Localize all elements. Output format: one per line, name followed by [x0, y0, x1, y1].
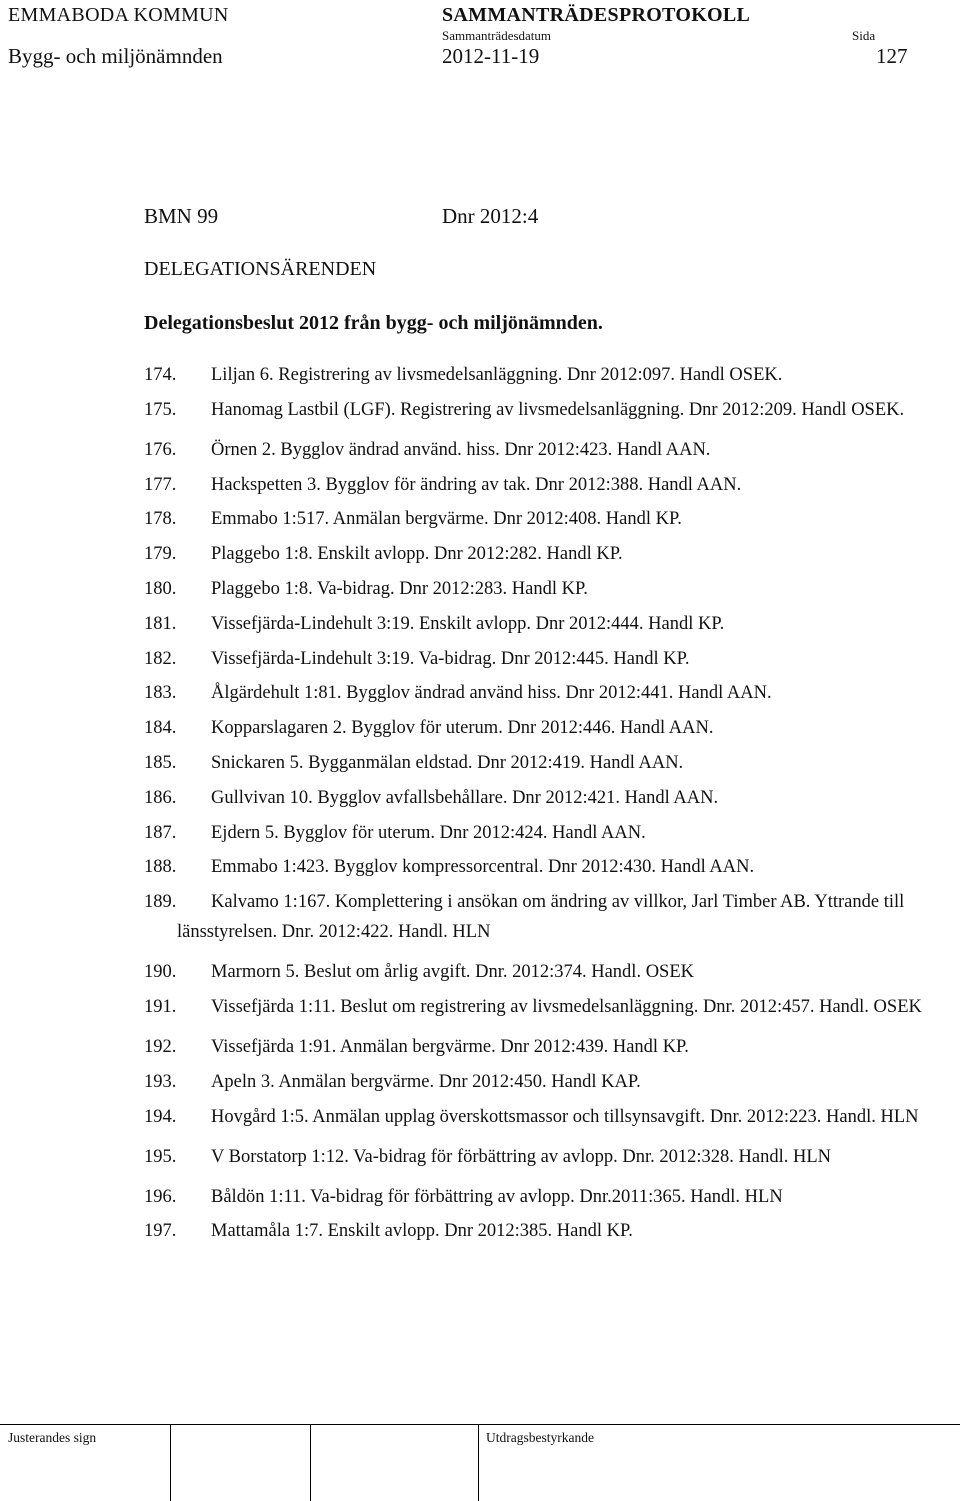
item-text: Mattamåla 1:7. Enskilt avlopp. Dnr 2012:385. Handl KP.: [211, 1221, 633, 1242]
list-item: [144, 1216, 934, 1246]
section-subtitle: Delegationsbeslut 2012 från bygg- och miljönämnden.: [144, 312, 603, 334]
list-item: [144, 395, 934, 425]
item-number: 180.: [144, 578, 177, 599]
list-item: [144, 783, 934, 813]
certificate-label: Utdragsbestyrkande: [486, 1430, 594, 1445]
item-text: Kalvamo 1:167. Komplettering i ansökan om ändring av villkor, Jarl Timber AB. Yttrande till länsstyrelsen. Dnr. 2012:422. Handl. HLN: [177, 892, 905, 943]
section-title: DELEGATIONSÄRENDEN: [144, 258, 377, 280]
list-item: [144, 1032, 934, 1062]
item-text: Snickaren 5. Bygganmälan eldstad. Dnr 2012:419. Handl AAN.: [211, 752, 684, 773]
page-number: 127: [876, 44, 908, 68]
item-text: Marmorn 5. Beslut om årlig avgift. Dnr. 2012:374. Handl. OSEK: [211, 962, 695, 983]
list-item: [144, 504, 934, 534]
item-number: 192.: [144, 1036, 177, 1057]
list-item: [144, 1067, 934, 1097]
list-item: [144, 852, 934, 882]
item-text: V Borstatorp 1:12. Va-bidrag för förbättring av avlopp. Dnr. 2012:328. Handl. HLN: [211, 1146, 831, 1167]
sign-label: Justerandes sign: [8, 1430, 97, 1445]
item-number: 178.: [144, 509, 177, 530]
page-label: Sida: [852, 28, 876, 43]
section-reference: [144, 204, 538, 229]
item-text: Hanomag Lastbil (LGF). Registrering av livsmedelsanläggning. Dnr 2012:209. Handl OSEK.: [211, 399, 905, 420]
page-header: [0, 0, 960, 80]
item-text: Plaggebo 1:8. Enskilt avlopp. Dnr 2012:282. Handl KP.: [211, 544, 623, 565]
item-number: 175.: [144, 399, 177, 420]
list-item: [144, 818, 934, 848]
list-item: [144, 678, 934, 708]
item-number: 193.: [144, 1071, 177, 1092]
item-number: 177.: [144, 474, 177, 495]
item-number: 183.: [144, 683, 177, 704]
item-number: 181.: [144, 613, 177, 634]
item-number: 195.: [144, 1146, 177, 1167]
list-item: [144, 609, 934, 639]
list-item: [144, 1102, 934, 1132]
municipality-name: EMMABODA KOMMUN: [8, 4, 229, 26]
list-item: [144, 1142, 934, 1172]
footer-cell-divider: [170, 1424, 171, 1501]
item-number: 179.: [144, 544, 177, 565]
list-item: [144, 470, 934, 500]
item-number: 187.: [144, 822, 177, 843]
item-text: Apeln 3. Anmälan bergvärme. Dnr 2012:450. Handl KAP.: [211, 1071, 641, 1092]
item-text: Hackspetten 3. Bygglov för ändring av tak. Dnr 2012:388. Handl AAN.: [211, 474, 742, 495]
protocol-title: SAMMANTRÄDESPROTOKOLL: [442, 4, 751, 26]
page-footer: [0, 1424, 960, 1501]
section-number: BMN 99: [144, 204, 219, 228]
item-text: Vissefjärda-Lindehult 3:19. Va-bidrag. Dnr 2012:445. Handl KP.: [211, 648, 690, 669]
item-number: 194.: [144, 1106, 177, 1127]
item-number: 190.: [144, 962, 177, 983]
item-text: Emmabo 1:517. Anmälan bergvärme. Dnr 2012:408. Handl KP.: [211, 509, 682, 530]
list-item: [144, 644, 934, 674]
item-text: Vissefjärda-Lindehult 3:19. Enskilt avlopp. Dnr 2012:444. Handl KP.: [211, 613, 725, 634]
item-number: 191.: [144, 996, 177, 1017]
footer-cell-divider: [310, 1424, 311, 1501]
list-item: [144, 360, 934, 390]
list-item: [144, 992, 934, 1022]
section-dnr: Dnr 2012:4: [442, 204, 539, 228]
item-number: 186.: [144, 787, 177, 808]
item-text: Kopparslagaren 2. Bygglov för uterum. Dnr 2012:446. Handl AAN.: [211, 718, 714, 739]
list-item: [144, 887, 934, 947]
list-item: [144, 748, 934, 778]
meeting-date: 2012-11-19: [442, 44, 540, 68]
item-number: 185.: [144, 752, 177, 773]
item-text: Vissefjärda 1:11. Beslut om registrering av livsmedelsanläggning. Dnr. 2012:457. Handl. OSEK: [211, 996, 922, 1017]
date-label: Sammanträdesdatum: [442, 28, 552, 43]
list-item: [144, 1182, 934, 1212]
item-number: 196.: [144, 1186, 177, 1207]
footer-cell-divider: [478, 1424, 479, 1501]
item-number: 182.: [144, 648, 177, 669]
delegation-list: [144, 360, 934, 1251]
list-item: [144, 435, 934, 465]
item-number: 189.: [144, 892, 177, 913]
list-item: [144, 713, 934, 743]
item-text: Vissefjärda 1:91. Anmälan bergvärme. Dnr 2012:439. Handl KP.: [211, 1036, 689, 1057]
item-number: 188.: [144, 857, 177, 878]
item-text: Båldön 1:11. Va-bidrag för förbättring av avlopp. Dnr.2011:365. Handl. HLN: [211, 1186, 783, 1207]
item-number: 184.: [144, 718, 177, 739]
item-number: 197.: [144, 1221, 177, 1242]
item-text: Ejdern 5. Bygglov för uterum. Dnr 2012:424. Handl AAN.: [211, 822, 646, 843]
item-text: Plaggebo 1:8. Va-bidrag. Dnr 2012:283. Handl KP.: [211, 578, 588, 599]
item-text: Liljan 6. Registrering av livsmedelsanläggning. Dnr 2012:097. Handl OSEK.: [211, 365, 783, 385]
item-number: 176.: [144, 439, 177, 460]
list-item: [144, 574, 934, 604]
committee-name: Bygg- och miljönämnden: [8, 44, 223, 68]
footer-divider: [0, 1424, 960, 1425]
item-text: Gullvivan 10. Bygglov avfallsbehållare. Dnr 2012:421. Handl AAN.: [211, 787, 719, 808]
list-item: [144, 957, 934, 987]
item-number: 174.: [144, 365, 177, 385]
item-text: Hovgård 1:5. Anmälan upplag överskottsmassor och tillsynsavgift. Dnr. 2012:223. Handl. HLN: [211, 1106, 919, 1127]
list-item: [144, 539, 934, 569]
item-text: Örnen 2. Bygglov ändrad använd. hiss. Dnr 2012:423. Handl AAN.: [211, 439, 711, 460]
item-text: Emmabo 1:423. Bygglov kompressorcentral. Dnr 2012:430. Handl AAN.: [211, 857, 755, 878]
item-text: Ålgärdehult 1:81. Bygglov ändrad använd hiss. Dnr 2012:441. Handl AAN.: [211, 683, 772, 704]
